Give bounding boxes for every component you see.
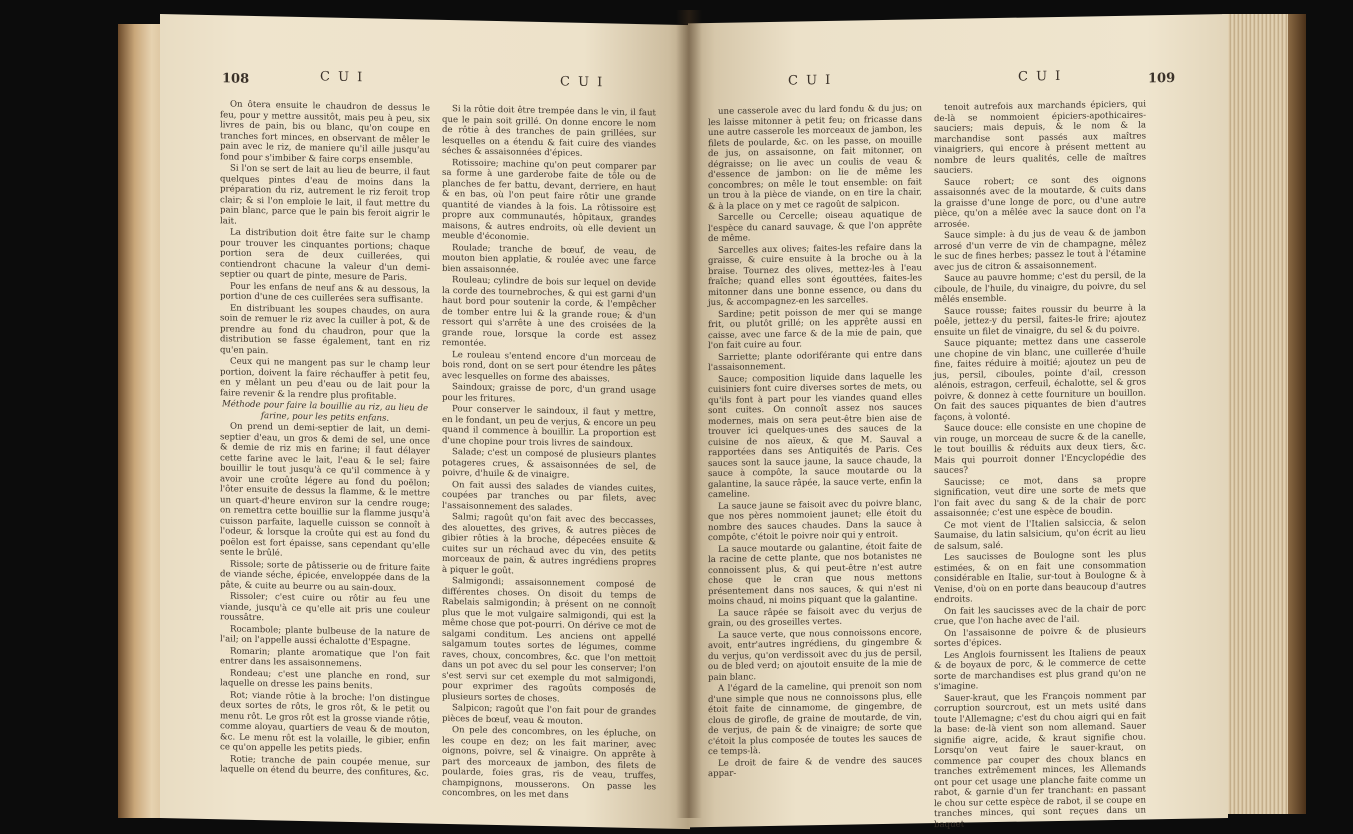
paragraph: Saindoux; graisse de porc, d'un grand usage pour les fritures. <box>442 382 656 404</box>
paragraph: Sarriette; plante odoriférante qui entre dans l'assaisonnement. <box>708 348 922 374</box>
right-header-1: C U I <box>788 72 833 89</box>
left-page-number: 108 <box>222 71 250 87</box>
paragraph: Sauce robert; ce sont des oignons assaisonnés avec de la moutarde, & cuits dans la graisse d'une longe de porc, ou d'une autre pièce, qu'on a mêlée avec la sauce dont on l'a arrosée. <box>934 173 1146 230</box>
paragraph: Romarin; plante aromatique que l'on fait entrer dans les assaisonnemens. <box>220 645 430 670</box>
right-column-2 <box>934 99 1146 830</box>
paragraph: tenoit autrefois aux marchands épiciers, qui de-là se nommoient épiciers-apothicaires-sauciers; mais depuis, & le nom & la marchandise sont passés aux maîtres vinaigriers, qui encore à présent mettent au nombre de leurs qualités, celle de maîtres sauciers. <box>934 99 1146 177</box>
paragraph: Sauer-kraut, que les François nomment par corruption sourcrout, est un mets usité dans toute l'Allemagne; c'est du chou aigri qui en fait la base: de-là vient son nom allemand. Sauer signifie aigre, acide, & kraut signifie chou. Lorsqu'on veut faire le sauer-kraut, on commence par couper des choux blancs en tranches extrêmement minces, les Allemands ont pour cet usage une planche faite comme un rabot, & garnie d'un fer tranchant: en passant le chou sur cette espèce de rabot, il se coupe en tranches minces, qui sont reçues dans un baquet <box>934 689 1146 830</box>
right-header-2: C U I <box>1018 68 1063 85</box>
paragraph: Pour les enfans de neuf ans & au dessous, la portion d'une de ces cuillerées sera suffisante. <box>220 280 430 306</box>
paragraph: Roulade; tranche de bœuf, de veau, de mouton bien applatie, & roulée avec une farce bien assaisonnée. <box>442 242 656 276</box>
paragraph: La sauce moutarde ou galantine, étoit faite de la racine de cette plante, que nos botanistes ne connoissent plus, & qui peut-être n'est autre chose que le cran que nous mettons présentement dans nos sauces, & qui n'est ni moins chaud, ni moins piquant que la galantine. <box>708 540 922 608</box>
left-page <box>160 14 690 829</box>
paragraph: La sauce verte, que nous connoissons encore, avoit, entr'autres ingrédiens, du gingembre & du verjus, qu'on verdissoit avec du jus de persil, ou de bled verd; on ajoutoit ensuite de la mie de pain blanc. <box>708 626 922 683</box>
paragraph: Le droit de faire & de vendre des sauces appar- <box>708 754 922 780</box>
paragraph: Rouleau; cylindre de bois sur lequel on devide la corde des tournebroches, & qui est garni d'un haut bord pour soutenir la corde, & l'empêcher de tomber entre lui & la grande roue; & d'un ressort qui s'arrête à une des croisées de la grande roue, lorsque la corde est assez remontée. <box>442 275 656 349</box>
paragraph: On prend un demi-septier de lait, un demi-septier d'eau, un gros & demi de sel, une once & demie de riz mis en farine; il faut délayer cette farine avec le lait, l'eau & le sel; faire bouillir le tout jusqu'à ce qu'il commence à y avoir une croûte légere au fond du poëlon; l'ôter ensuite de dessus la flamme, & le mettre un quart-d'heure environ sur la cendre rouge; on remettra cette bouillie sur la flamme jusqu'à cuisson parfaite, laquelle cuisson se connoît à l'odeur, & lorsque la croûte qui est au fond du poëlon est fort épaisse, sans cependant qu'elle sente le brûlé. <box>220 421 430 559</box>
paragraph: Si l'on se sert de lait au lieu de beurre, il faut quelques pintes d'eau de moins dans la préparation du riz, autrement le riz feroit trop clair; & si l'on emploie le lait, il faut mettre du pain blanc, parce que le pain bis feroit aigrir le lait. <box>220 163 430 227</box>
book-edge-left <box>118 24 166 818</box>
left-column-2 <box>442 104 656 808</box>
paragraph: La sauce râpée se faisoit avec du verjus de grain, ou des groseilles vertes. <box>708 604 922 630</box>
paragraph: Sarcelles aux olives; faites-les refaire dans la graisse, & cuire ensuite à la broche ou à la braise. Tournez des olives, mettez-les à l'eau fraîche; quand elles sont égouttées, faites-les mitonner dans une bonne essence, ou dans du jus, & accompagnez-en les sarcelles. <box>708 241 922 309</box>
paragraph: Rotissoire; machine qu'on peut comparer par sa forme à une garderobe faite de tôle ou de planches de fer battu, devant, derriere, en haut & en bas, où l'on peut faire rôtir une grande quantité de viandes à la fois. La rôtissoire est propre aux communautés, hôpitaux, grandes maisons, & autres endroits, où elle devient un meuble d'économie. <box>442 157 656 243</box>
paragraph: A l'égard de la cameline, qui prenoit son nom d'une simple que nous ne connoissons plus, elle étoit faite de cinnamome, de gingembre, de clous de girofle, de graine de moutarde, de vin, de verjus, de pain & de vinaigre; de sorte que c'étoit la plus composée de toutes les sauces de ce temps-là. <box>708 680 922 758</box>
paragraph: La distribution doit être faite sur le champ pour trouver les cinquantes portions; chaque portion sera de deux cuillerées, qui contiendront chacune la valeur d'un demi-septier ou quart de pinte, mesure de Paris. <box>220 227 430 284</box>
left-column-1 <box>220 99 430 803</box>
paragraph: Sauce; composition liquide dans laquelle les cuisiniers font cuire diverses sortes de mets, ou qu'ils font à part pour les viandes quand elles sont cuites. On connoît assez nos sauces modernes, mais on sera peut-être bien aise de trouver ici quelques-unes des sauces de la cuisine de nos aïeux, & que M. Sauval a rapportées dans ses Antiquités de Paris. Ces sauces sont la sauce jaune, la sauce chaude, la sauce à compôte, la sauce moutarde ou la galantine, la sauce râpée, la sauce verte, enfin la cameline. <box>708 370 922 501</box>
right-column-1 <box>708 103 922 807</box>
left-header-1: C U I <box>320 69 365 86</box>
paragraph: Rocambole; plante bulbeuse de la nature de l'ail; on l'appelle aussi échalotte d'Espagne. <box>220 623 430 649</box>
paragraph: Les saucisses de Boulogne sont les plus estimées, & on en fait une consommation considérable en Italie, sur-tout à Boulogne & à Venise, d'où on en porte dans beaucoup d'autres endroits. <box>934 549 1146 606</box>
paragraph: On l'assaisonne de poivre & de plusieurs sortes d'épices. <box>934 624 1146 650</box>
paragraph: Salmi; ragoût qu'on fait avec des beccasses, des alouettes, des grives, & autres pièces de gibier rôties à la broche, dépecées ensuite & cuites sur un réchaud avec du vin, des petits morceaux de pain, & autres ingrédiens propres à piquer le goût. <box>442 512 656 576</box>
paragraph: Sauce au pauvre homme; c'est du persil, de la ciboule, de l'huile, du vinaigre, du poivre, du sel mêlés ensemble. <box>934 270 1146 306</box>
paragraph: Sauce douce: elle consiste en une chopine de vin rouge, un morceau de sucre & de la canelle, le tout bouillis & réduits aux deux tiers, &c. Mais qui pourroit donner l'Encyclopédie des sauces? <box>934 420 1146 477</box>
paragraph: Sauce piquante; mettez dans une casserole une chopine de vin blanc, une cuillerée d'huile fine, faites réduire à moitié; ajoutez un peu de jus, persil, ciboules, pointe d'ail, cresson alénois, estragon, cerfeuil, échalotte, sel & gros poivre, & donnez à cette fourniture un bouillon. On fait des sauces piquantes de bien d'autres façons, à volonté. <box>934 335 1146 423</box>
paragraph: Si la rôtie doit être trempée dans le vin, il faut que le pain soit grillé. On donne encore le nom de rôtie à des tranches de pain grillées, sur lesquelles on a étendu & fait cuire des viandes séches & assaisonnées d'épices. <box>442 104 656 159</box>
left-header-2: C U I <box>560 74 605 91</box>
paragraph: Sauce rousse; faites roussir du beurre à la poêle, jettez-y du persil, faites-le frire; ajoutez ensuite un filet de vinaigre, du sel & du poivre. <box>934 302 1146 338</box>
paragraph: On pele des concombres, on les épluche, on les coupe en dez; on les fait mariner, avec oignons, poivre, sel & vinaigre. On apprête à part des morceaux de jambon, des filets de poularde, foies gras, ris de veau, truffes, champignons, mousserons. On passe les concombres, on les met dans <box>442 725 656 801</box>
book-edge-right <box>1222 14 1306 814</box>
paragraph: En distribuant les soupes chaudes, on aura soin de remuer le riz avec la cuiller à pot, & de prendre au fond du chaudron, pour que la distribution se fasse également, tant en riz qu'en pain. <box>220 302 430 356</box>
book-gutter <box>676 10 702 818</box>
paragraph: Rissoler; c'est cuire ou rôtir au feu une viande, jusqu'à ce qu'elle ait pris une couleur roussâtre. <box>220 591 430 624</box>
paragraph: Salpicon; ragoût que l'on fait pour de grandes pièces de bœuf, veau & mouton. <box>442 703 656 727</box>
paragraph: Sardine; petit poisson de mer qui se mange frit, ou plutôt grillé; on les apprête aussi en caisse, avec une farce & de la mie de pain, que l'on fait cuire au four. <box>708 305 922 352</box>
paragraph: La sauce jaune se faisoit avec du poivre blanc, que nos pères nommoient jaunet; elle étoit du nombre des sauces chaudes. Dans la sauce à compôte, c'étoit le poivre noir qui y entroit. <box>708 497 922 544</box>
right-page-number: 109 <box>1148 70 1176 87</box>
paragraph: Pour conserver le saindoux, il faut y mettre, en le fondant, un peu de verjus, & encore un peu quand il commence à bouillir. La proportion est d'une chopine pour trois livres de saindoux. <box>442 404 656 450</box>
paragraph: Ceux qui ne mangent pas sur le champ leur portion, doivent la faire réchauffer à petit feu, en y mêlant un peu d'eau ou de lait pour la faire revenir & la rendre plus profitable. <box>220 356 430 402</box>
paragraph: Le rouleau s'entend encore d'un morceau de bois rond, dont on se sert pour étendre les pâtes avec lesquelles on forme des abaisses. <box>442 349 656 384</box>
paragraph: Ce mot vient de l'Italien salsiccia, & selon Saumaise, du latin salsicium, qu'on écrit au lieu de salsum, salé. <box>934 516 1146 552</box>
paragraph: Méthode pour faire la bouillie au riz, au lieu de farine, pour les petits enfans. <box>221 399 429 424</box>
paragraph: Rissole; sorte de pâtisserie ou de friture faite de viande séche, épicée, enveloppée dans de la pâte, & cuite au beurre ou au sain-doux. <box>220 558 430 594</box>
paragraph: Sarcelle ou Cercelle; oiseau aquatique de l'espèce du canard sauvage, & que l'on apprête de même. <box>708 209 922 245</box>
paragraph: une casserole avec du lard fondu & du jus; on les laisse mitonner à petit feu; on fricasse dans une autre casserole les morceaux de jambon, les filets de poularde, &c. on les passe, on mouille de jus, on assaisonne, on fait mitonner, on dégraisse; on lie avec un coulis de veau & d'essence de jambon: on lie de même les concombres; on mêle le tout ensemble: on fait un trou à la pièce de viande, on en tire la chair, & à la place on y met ce ragoût de salpicon. <box>708 103 922 212</box>
paragraph: Rotie; tranche de pain coupée menue, sur laquelle on étend du beurre, des confitures, &c. <box>220 753 430 779</box>
right-page <box>688 14 1228 830</box>
paragraph: On ôtera ensuite le chaudron de dessus le feu, pour y mettre aussitôt, mais peu à peu, six livres de pain, bis ou blanc, qu'on coupe en tranches fort minces, en observant de mêler le pain avec le riz, de maniere qu'il aille jusqu'au fond pour s'imbiber & faire corps ensemble. <box>220 99 430 166</box>
paragraph: Rondeau; c'est une planche en rond, sur laquelle on dresse les pains benits. <box>220 667 430 692</box>
paragraph: Salmigondi; assaisonnement composé de différentes choses. On disoit du temps de Rabelais salmigondin; à présent on ne connoît plus que le mot vulgaire salmigondi, qui est la même chose que pot-pourri. On dérive ce mot de salgami conditum. Les anciens ont appellé salgamum toutes sortes de légumes, comme raves, choux, concombres, &c. que l'on mettoit dans un pot avec du sel pour les conserver; l'on s'est servi sur cet exemple du mot salmigondi, pour exprimer des ragoûts composés de plusieurs sortes de choses. <box>442 576 656 704</box>
paragraph: Les Anglois fournissent les Italiens de peaux & de boyaux de porc, & le commerce de cette sorte de marchandises est plus grand qu'on ne s'imagine. <box>934 646 1146 693</box>
paragraph: Rot; viande rôtie à la broche: l'on distingue deux sortes de rôts, le gros rôt, & le petit ou menu rôt. Le gros rôt est la grosse viande rôtie, comme aloyau, quartiers de veau & de mouton, &c. Le menu rôt est la volaille, le gibier, enfin ce qu'on appelle les petits pieds. <box>220 689 430 756</box>
paragraph: On fait aussi des salades de viandes cuites, coupées par tranches ou par filets, avec l'assaisonnement des salades. <box>442 479 656 514</box>
paragraph: On fait les saucisses avec de la chair de porc crue, que l'on hache avec de l'ail. <box>934 602 1146 628</box>
paragraph: Saucisse; ce mot, dans sa propre signification, veut dire une sorte de mets que l'on fait avec du sang & de la chair de porc assaisonnée; c'est une espèce de boudin. <box>934 473 1146 520</box>
paragraph: Sauce simple: à du jus de veau & de jambon arrosé d'un verre de vin de champagne, mêlez le suc de fines herbes; passez le tout à l'étamine avec jus de citron & assaisonnement. <box>934 227 1146 273</box>
paragraph: Salade; c'est un composé de plusieurs plantes potageres crues, & assaisonnées de sel, de poivre, d'huile & de vinaigre. <box>442 447 656 481</box>
